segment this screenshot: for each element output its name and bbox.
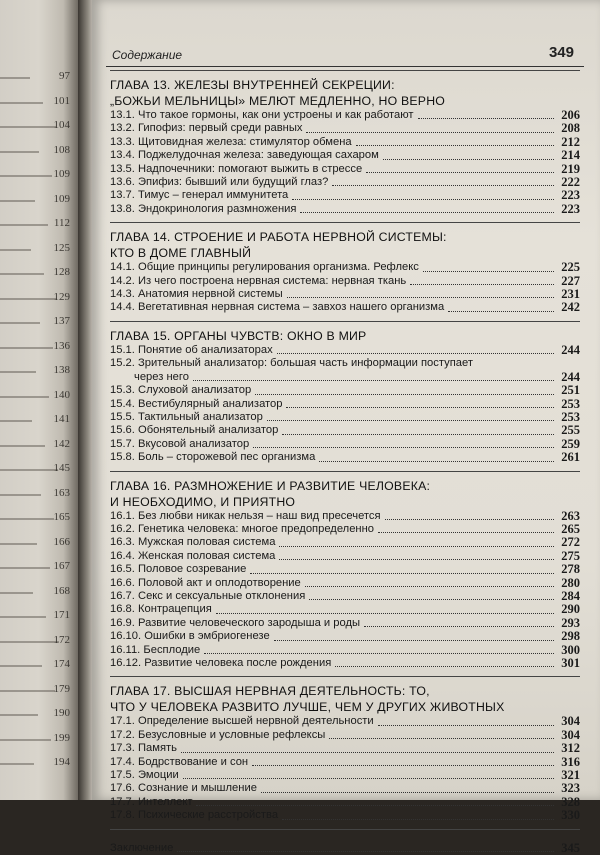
toc-entry — [110, 301, 580, 314]
running-title: Содержание — [112, 48, 183, 62]
entry-page-number: 261 — [561, 450, 580, 465]
chapter-block — [110, 321, 580, 465]
facing-page-text-line — [0, 273, 44, 275]
toc-entry — [110, 357, 580, 384]
entry-title: 15.4. Вестибулярный анализатор — [110, 397, 283, 410]
entry-page-number: 272 — [561, 535, 580, 550]
toc-entry — [110, 715, 580, 728]
facing-page-text-line — [0, 298, 57, 300]
entry-title: 16.7. Секс и сексуальные отклонения — [110, 589, 306, 602]
facing-page-text-line — [0, 445, 45, 447]
entry-page-number: 223 — [561, 201, 580, 216]
dot-leader — [448, 310, 554, 312]
entry-page-number: 301 — [561, 656, 580, 670]
facing-page-number: 171 — [53, 609, 70, 621]
facing-page-text-line — [0, 518, 54, 520]
facing-page-number: 128 — [53, 266, 70, 278]
toc-entry — [110, 742, 580, 755]
toc-entry — [110, 523, 580, 536]
chapter-title: „БОЖЬИ МЕЛЬНИЦЫ» МЕЛЮТ МЕДЛЕННО, НО ВЕРНО — [110, 94, 446, 108]
entry-title: 16.12. Развитие человека после рождения — [110, 657, 332, 669]
entry-title: 16.8. Контрацепция — [110, 603, 212, 616]
entry-title: 15.8. Боль – сторожевой пес организма — [110, 451, 316, 464]
facing-page-number: 190 — [53, 707, 70, 719]
facing-page-number: 125 — [53, 241, 70, 254]
dot-leader — [287, 296, 554, 298]
entry-title: 16.11. Бесплодие — [110, 643, 201, 656]
entry-page-number: 284 — [561, 588, 580, 603]
chapter-rule — [110, 471, 580, 478]
dot-leader — [177, 850, 554, 852]
facing-page-text-line — [0, 77, 30, 79]
facing-page-number: 140 — [53, 388, 70, 401]
entry-title: 17.6. Сознание и мышление — [110, 782, 257, 795]
chapter-block — [110, 70, 580, 216]
facing-page-number: 104 — [53, 119, 70, 131]
chapter-title: КТО В ДОМЕ ГЛАВНЫЙ — [110, 246, 252, 261]
toc-entry — [110, 782, 580, 795]
chapter-title: ГЛАВА 14. СТРОЕНИЕ И РАБОТА НЕРВНОЙ СИСТЕМЫ: — [110, 230, 447, 245]
chapter-block — [110, 222, 580, 315]
toc-entry — [110, 563, 580, 576]
toc-entry — [110, 577, 580, 590]
entry-title: 16.5. Половое созревание — [110, 563, 247, 576]
dot-leader — [306, 131, 554, 133]
entry-page-number: 255 — [561, 423, 580, 438]
facing-page-text-line — [0, 175, 52, 177]
toc-entry — [110, 617, 580, 630]
facing-page-number: 97 — [59, 70, 70, 82]
facing-page-number: 168 — [53, 584, 70, 597]
dot-leader — [385, 518, 554, 520]
toc-page — [92, 0, 600, 855]
entry-title: 15.5. Тактильный анализатор — [110, 410, 263, 423]
dot-leader — [378, 531, 554, 533]
toc-entry — [110, 729, 580, 742]
facing-page-number: 174 — [53, 658, 70, 670]
table-of-contents — [110, 70, 580, 855]
toc-entry — [110, 288, 580, 301]
chapter-title: ГЛАВА 15. ОРГАНЫ ЧУВСТВ: ОКНО В МИР — [110, 328, 367, 343]
entry-title: 15.2. Зрительный анализатор: большая часть информации поступает — [110, 357, 473, 370]
entry-page-number: 223 — [561, 188, 580, 203]
dot-leader — [274, 639, 554, 641]
entry-title: 16.9. Развитие человеческого зародыша и роды — [110, 616, 361, 629]
toc-entry — [110, 411, 580, 424]
dot-leader — [183, 777, 554, 779]
entry-title: 15.7. Вкусовой анализатор — [110, 437, 250, 450]
facing-page-text-line — [0, 714, 38, 716]
toc-entry — [110, 550, 580, 563]
dot-leader — [216, 612, 554, 614]
entry-page-number: 275 — [561, 548, 580, 563]
toc-entry — [110, 536, 580, 549]
entry-page-number: 312 — [561, 741, 580, 756]
toc-entry — [110, 176, 580, 189]
facing-page-text-line — [0, 739, 51, 741]
facing-page-text-line — [0, 126, 56, 128]
page-number: 349 — [548, 44, 574, 61]
facing-page-number: 142 — [53, 437, 70, 450]
chapter-rule — [110, 321, 580, 328]
entry-page-number: 206 — [561, 108, 580, 122]
dot-leader — [286, 406, 554, 408]
entry-page-number: 219 — [561, 161, 580, 176]
header-rule — [106, 66, 584, 67]
dot-leader — [423, 270, 554, 272]
chapter-block — [110, 676, 580, 822]
entry-title: 14.1. Общие принципы регулирования организма. Рефлекс — [110, 261, 419, 274]
dot-leader — [329, 737, 554, 739]
entry-page-number: 293 — [561, 615, 580, 630]
toc-entry — [110, 398, 580, 411]
entry-title: 13.8. Эндокринология размножения — [110, 202, 297, 215]
facing-page-text-line — [0, 592, 33, 594]
dot-leader — [383, 158, 554, 160]
toc-entry — [110, 590, 580, 603]
entry-title: 14.2. Из чего построена нервная система: нервная ткань — [110, 274, 407, 287]
dot-leader — [305, 585, 554, 587]
entry-page-number: 280 — [561, 575, 580, 590]
entry-page-number: 208 — [561, 121, 580, 136]
toc-entry — [110, 344, 580, 357]
dot-leader — [181, 751, 554, 753]
facing-page-number: 165 — [53, 511, 70, 523]
toc-entry — [110, 122, 580, 135]
entry-page-number: 212 — [561, 134, 580, 149]
entry-title-continued: через него — [134, 370, 189, 383]
dot-leader — [418, 117, 554, 119]
chapter-title: ГЛАВА 17. ВЫСШАЯ НЕРВНАЯ ДЕЯТЕЛЬНОСТЬ: ТО, — [110, 684, 430, 699]
facing-page-text-line — [0, 567, 50, 569]
toc-entry — [110, 644, 580, 657]
entry-title: 15.1. Понятие об анализаторах — [110, 343, 273, 356]
facing-page — [0, 0, 78, 800]
dot-leader — [253, 446, 554, 448]
facing-page-text-line — [0, 494, 41, 496]
facing-page-number: 194 — [53, 756, 70, 768]
facing-page-text-line — [0, 322, 40, 324]
dot-leader — [252, 764, 554, 766]
toc-entry — [110, 809, 580, 822]
facing-page-text-line — [0, 200, 35, 202]
entry-page-number: 316 — [561, 754, 580, 769]
dot-leader — [250, 572, 554, 574]
dot-leader — [204, 652, 554, 654]
facing-page-number: 129 — [53, 290, 70, 303]
entry-title: 17.5. Эмоции — [110, 769, 179, 782]
facing-page-text-line — [0, 224, 48, 226]
toc-entry — [110, 630, 580, 643]
chapter-block — [110, 471, 580, 671]
entry-continuation — [110, 371, 580, 384]
entry-title: 13.2. Гипофиз: первый среди равных — [110, 122, 303, 135]
chapter-rule — [110, 829, 580, 836]
entry-title: 13.3. Щитовидная железа: стимулятор обмена — [110, 135, 352, 148]
dot-leader — [309, 598, 554, 600]
dot-leader — [193, 379, 554, 381]
toc-entry — [110, 451, 580, 464]
facing-page-number: 137 — [53, 315, 70, 327]
facing-page-text-line — [0, 420, 32, 422]
entry-page-number: 231 — [561, 287, 580, 302]
dot-leader — [282, 433, 554, 435]
entry-page-number: 225 — [561, 260, 580, 275]
chapter-rule — [110, 70, 580, 77]
entry-title: 13.5. Надпочечники: помогают выжить в стрессе — [110, 162, 363, 175]
entry-page-number: 242 — [561, 300, 580, 315]
facing-page-number: 109 — [53, 192, 70, 205]
entry-page-number: 330 — [561, 808, 580, 823]
entry-page-number: 304 — [561, 714, 580, 729]
facing-page-number: 141 — [53, 413, 70, 425]
dot-leader — [292, 198, 554, 200]
toc-entry — [110, 796, 580, 809]
entry-page-number: 290 — [561, 602, 580, 617]
entry-title: 14.3. Анатомия нервной системы — [110, 288, 283, 301]
entry-page-number: 304 — [561, 727, 580, 742]
toc-entry — [110, 163, 580, 176]
facing-page-text-line — [0, 371, 36, 373]
facing-page-text-line — [0, 396, 49, 398]
entry-title: 16.3. Мужская половая система — [110, 536, 276, 549]
entry-title: 14.4. Вегетативная нервная система – завхоз нашего организма — [110, 301, 445, 314]
dot-leader — [255, 393, 554, 395]
toc-entry — [110, 510, 580, 523]
chapter-rule — [110, 676, 580, 683]
entry-page-number: 244 — [561, 369, 580, 384]
chapter-title: И НЕОБХОДИМО, И ПРИЯТНО — [110, 494, 296, 509]
chapter-rule — [110, 222, 580, 229]
chapter-title: ЧТО У ЧЕЛОВЕКА РАЗВИТО ЛУЧШЕ, ЧЕМ У ДРУГИХ ЖИВОТНЫХ — [110, 700, 505, 715]
facing-page-number: 108 — [53, 143, 70, 156]
entry-page-number: 323 — [561, 781, 580, 796]
facing-page-number: 145 — [53, 462, 70, 474]
conclusion-entry — [110, 842, 580, 855]
facing-page-text-line — [0, 641, 59, 643]
toc-entry — [110, 756, 580, 769]
entry-title: 17.7. Интеллект — [110, 795, 193, 808]
dot-leader — [282, 818, 554, 820]
facing-page-number: 138 — [53, 364, 70, 376]
dot-leader — [319, 460, 554, 462]
chapter-title: ГЛАВА 16. РАЗМНОЖЕНИЕ И РАЗВИТИЕ ЧЕЛОВЕКА: — [110, 478, 431, 493]
dot-leader — [366, 171, 554, 173]
entry-page-number: 259 — [561, 436, 580, 451]
facing-page-number: 199 — [53, 731, 70, 744]
toc-entry — [110, 438, 580, 451]
entry-title: 17.4. Бодрствование и сон — [110, 755, 249, 768]
facing-page-number: 101 — [53, 94, 70, 107]
facing-page-text-line — [0, 469, 58, 471]
toc-entry — [110, 384, 580, 397]
entry-page-number: 227 — [561, 273, 580, 288]
entry-page-number: 328 — [561, 794, 580, 809]
toc-entry — [110, 203, 580, 216]
dot-leader — [332, 184, 554, 186]
entry-title: 17.1. Определение высшей нервной деятельности — [110, 715, 374, 728]
dot-leader — [196, 804, 554, 806]
entry-page-number: 265 — [561, 521, 580, 536]
toc-entry — [110, 275, 580, 288]
entry-title: 13.4. Поджелудочная железа: заведующая сахаром — [110, 149, 379, 162]
entry-title: 16.4. Женская половая система — [110, 549, 276, 562]
facing-page-text-line — [0, 763, 34, 765]
conclusion-page-number: 345 — [561, 840, 580, 855]
dot-leader — [267, 419, 554, 421]
facing-page-number: 166 — [53, 535, 70, 548]
facing-page-number: 109 — [53, 168, 70, 180]
entry-title: 15.6. Обонятельный анализатор — [110, 424, 279, 437]
running-header — [112, 44, 582, 66]
facing-page-text-line — [0, 543, 37, 545]
dot-leader — [300, 211, 554, 213]
entry-title: 17.8. Психические расстройства — [110, 809, 279, 822]
entry-page-number: 253 — [561, 409, 580, 424]
entry-title: 15.3. Слуховой анализатор — [110, 384, 252, 397]
entry-page-number: 222 — [561, 175, 580, 190]
dot-leader — [410, 283, 554, 285]
entry-page-number: 263 — [561, 508, 580, 523]
facing-page-number: 179 — [53, 682, 70, 695]
toc-entry — [110, 149, 580, 162]
toc-entry — [110, 136, 580, 149]
facing-page-number: 112 — [53, 217, 70, 229]
facing-page-text-line — [0, 249, 31, 251]
toc-entry — [110, 189, 580, 202]
facing-page-number: 163 — [53, 486, 70, 499]
toc-entry — [110, 261, 580, 274]
conclusion-title: Заключение — [110, 841, 174, 854]
entry-title: 16.1. Без любви никак нельзя – наш вид пресечется — [110, 509, 381, 522]
facing-page-number: 172 — [53, 633, 70, 646]
entry-title: 17.2. Безусловные и условные рефлексы — [110, 728, 326, 741]
entry-page-number: 321 — [561, 768, 580, 783]
chapter-title: ГЛАВА 13. ЖЕЛЕЗЫ ВНУТРЕННЕЙ СЕКРЕЦИИ: — [110, 78, 395, 92]
facing-page-text-line — [0, 347, 53, 349]
entry-page-number: 253 — [561, 396, 580, 411]
facing-page-text-line — [0, 665, 42, 667]
entry-page-number: 251 — [561, 383, 580, 398]
dot-leader — [279, 558, 554, 560]
toc-entry — [110, 109, 580, 122]
toc-entry — [110, 603, 580, 616]
facing-page-text-line — [0, 102, 43, 104]
entry-page-number: 298 — [561, 629, 580, 644]
entry-page-number: 244 — [561, 342, 580, 357]
facing-page-text-line — [0, 616, 46, 618]
facing-page-text-line — [0, 690, 55, 692]
entry-title: 13.1. Что такое гормоны, как они устроены и как работают — [110, 109, 414, 121]
facing-page-text-line — [0, 151, 39, 153]
dot-leader — [335, 665, 554, 667]
entry-page-number: 300 — [561, 642, 580, 657]
dot-leader — [277, 352, 554, 354]
entry-title: 13.6. Эпифиз: бывший или будущий глаз? — [110, 176, 329, 189]
facing-page-number: 167 — [53, 560, 70, 572]
dot-leader — [364, 625, 554, 627]
dot-leader — [356, 144, 554, 146]
dot-leader — [279, 545, 554, 547]
toc-entry — [110, 769, 580, 782]
entry-title: 16.10. Ошибки в эмбриогенезе — [110, 630, 270, 643]
entry-title: 17.3. Память — [110, 742, 177, 755]
entry-page-number: 278 — [561, 562, 580, 577]
entry-title: 16.6. Половой акт и оплодотворение — [110, 576, 301, 589]
facing-page-number: 136 — [53, 339, 70, 352]
dot-leader — [261, 791, 554, 793]
toc-entry — [110, 657, 580, 670]
entry-page-number: 214 — [561, 148, 580, 163]
toc-entry — [110, 424, 580, 437]
entry-title: 16.2. Генетика человека: многое предопределенно — [110, 522, 375, 535]
entry-title: 13.7. Тимус – генерал иммунитета — [110, 189, 289, 202]
dot-leader — [378, 724, 554, 726]
